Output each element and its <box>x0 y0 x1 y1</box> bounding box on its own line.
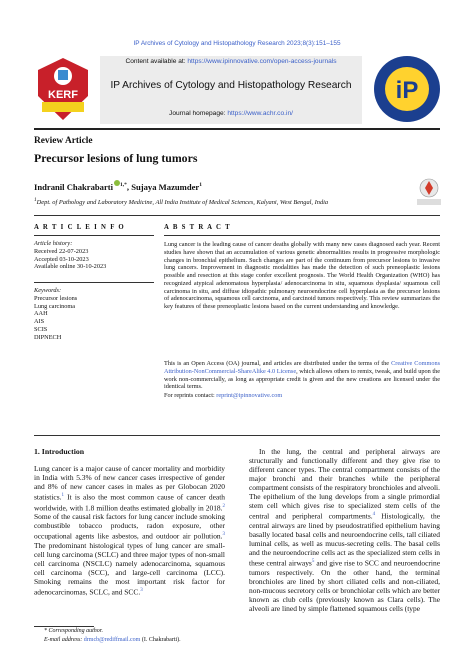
author-name: , Sujaya Mazumder <box>126 181 200 192</box>
citation-link[interactable]: 3 <box>140 588 143 594</box>
crossmark-icon[interactable] <box>417 178 441 206</box>
article-info-heading: A R T I C L E I N F O <box>34 224 126 231</box>
content-available: Content available at: https://www.ipinnovative.com/open-access-journals <box>125 58 337 65</box>
abstract-divider <box>34 435 440 436</box>
reprints: For reprints contact: reprint@ipinnovative.com <box>164 392 283 399</box>
keyword: SCIS <box>34 325 48 333</box>
journal-title: IP Archives of Cytology and Histopathology Research <box>110 80 352 91</box>
intro-paragraph: In the lung, the central and peripheral airways are structurally and functionally different and they give rise to different cancer types. The central compartment consists of the major bronchi and their branches while the peripheral compartment consists of the respiratory bronchioles and alveoli. The epithelium of the lung develops from a single primordial stem cell which gives rise to specialized stem cells of the central and peripheral compartments.$^4$ Histologically, the central airways are lined by pseudostratified epithelium having basally located basal cells and neuroendocrine cells, tall ciliated luminal cells, as well as mucus-secreting cells. The basal cells and the neuroendocrine cells act as the specialized stem cells in these central airways$^5$ and give rise to SCC and neuroendocrine tumors respectively. On the other hand, the terminal bronchioles are lined by short ciliated cells and non-ciliated, non-mucous secretory cells or bronchiolar cells which are better known as club cells (previously known as Clara cells). The alveoli are lined by simple flattened squamous cells (type <box>249 447 440 613</box>
keyword: AAH <box>34 310 48 318</box>
article-history: Article history: Received 22-07-2023 Accepted 03-10-2023 Available online 30-10-2023 <box>34 240 107 271</box>
license-text: This is an Open Access (OA) journal, and articles are distributed under the terms of the Creative Commons Attribution-NonCommercial-ShareAlike 4.0 License, which allows others to remix, tweak, and build upon the work non-commercially, as long as appropriate credit is given and the new creations are licensed under the identical terms. <box>164 360 440 391</box>
citation-link[interactable]: 5 <box>311 559 315 565</box>
keyword: Precursor lesions <box>34 294 78 302</box>
keyword: DIPNECH <box>34 333 62 341</box>
ip-logo-text: iP <box>395 77 419 104</box>
citation-link[interactable]: 3 <box>222 532 225 538</box>
citation-link[interactable]: 4 <box>372 512 376 518</box>
license-link[interactable]: Creative Commons Attribution-NonCommercial-ShareAlike 4.0 License <box>164 360 440 375</box>
intro-paragraph: Lung cancer is a major cause of cancer mortality and morbidity in India with 5.3% of new cancer cases irrespective of gender and 8% of new cancer cases in males as per Globocan 2020 statistics.$^1$ It is also the most common cause of cancer death worldwide, with 1.8 million deaths estimated globally in 2018.$^2$ Some of the causal risk factors for lung cancer include smoking combustible tobacco products, radon exposure, other occupational agents like asbestos, and outdoor air pollution.$^3$ The predominant histological types of lung cancer are small-cell lung carcinoma (SCLC) and three major types of non-small cell carcinoma (NSCLC) namely adenocarcinoma, squamous cell carcinoma (SCC), and large-cell carcinoma (LCC). Smoking remains the most important risk factor for adenocarcinomas, SCLC, and SCC.$^3$ <box>34 464 225 597</box>
article-title: Precursor lesions of lung tumors <box>34 151 198 165</box>
footnote-rule <box>34 626 94 627</box>
author-list: Indranil Chakrabarti $^{1,*}$, Sujaya Mazumder$^1$ <box>34 181 202 192</box>
author-name: Indranil Chakrabarti <box>34 181 114 192</box>
reprints-email-link[interactable]: reprint@ipinnovative.com <box>216 392 283 399</box>
article-type: Review Article <box>34 136 93 146</box>
author-email: E-mail address: drmcb@rediffmail.com (I. Chakrabarti). <box>44 637 181 643</box>
abstract-heading: A B S T R A C T <box>164 224 231 231</box>
kerf-logo-text: KERF <box>48 89 78 101</box>
citation-link[interactable]: 2 <box>222 503 225 509</box>
homepage-link[interactable]: https://www.achr.co.in/ <box>227 110 293 117</box>
article-info-rule <box>34 235 154 236</box>
content-url-link[interactable]: https://www.ipinnovative.com/open-access-journals <box>187 58 337 65</box>
title-divider <box>34 215 440 216</box>
section-heading: 1. Introduction <box>34 447 85 456</box>
keyword: Lung carcinoma <box>34 302 76 310</box>
history-rule <box>34 282 154 283</box>
keyword: AIS <box>34 318 45 326</box>
corresponding-author: * Corresponding author. <box>44 628 103 634</box>
affiliation: $^1$Dept. of Pathology and Laboratory Medicine, All India Institute of Medical Sciences, Kalyani, West Bengal, India <box>34 197 329 207</box>
kerf-logo <box>34 56 92 122</box>
keywords: Keywords: Precursor lesions Lung carcinoma AAH AIS SCIS DIPNECH <box>34 287 154 342</box>
innovative-publication-logo <box>372 54 442 124</box>
header-divider <box>34 128 440 130</box>
abstract-text: Lung cancer is the leading cause of cancer deaths globally with many new cases diagnosed each year. Recent studies have shown that an accumulation of various genetic abnormalities results in progressive morphologic changes in bronchial epithelium. Such changes are part of the continuum from precursor lesions to invasive lung cancers. Improvement in diagnostic modalities has made the detection of such preneoplastic lesions possible and resection at this stage confer excellent prognosis. The World Health Organization (WHO) has recognized atypical adenomatous hyperplasia/ adenocarcinoma in situ, squamous dysplasia/ squamous cell carcinoma in situ, and diffuse idiopathic pulmonary neuroendocrine cell hyperplasia as the precursor lesions of adenocarcinoma, squamous cell carcinoma, and carcinoid tumors respectively. This review summarizes the key features of these preneoplastic lesions based on the current understanding and knowledge. <box>164 241 440 310</box>
journal-citation[interactable]: IP Archives of Cytology and Histopathology Research 2023;8(3):151–155 <box>133 40 341 47</box>
email-link[interactable]: drmcb@rediffmail.com <box>83 637 141 643</box>
citation-link[interactable]: 1 <box>61 493 64 499</box>
abstract-rule <box>164 235 440 236</box>
journal-homepage: Journal homepage: https://www.achr.co.in/ <box>169 110 293 117</box>
